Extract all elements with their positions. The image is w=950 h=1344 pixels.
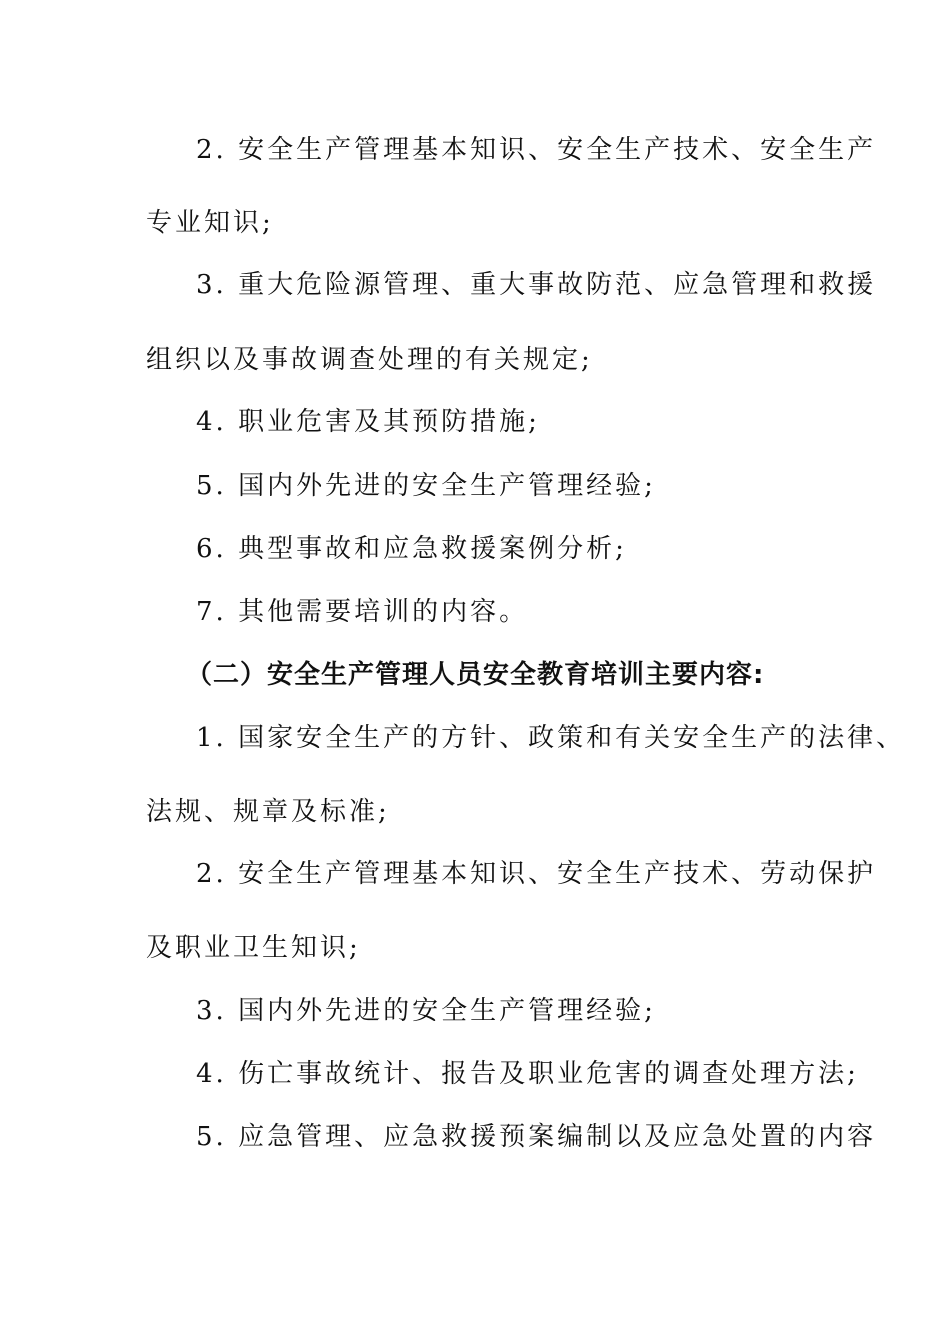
paragraph-line: 法规、规章及标准;	[146, 797, 390, 827]
paragraph-line: 1. 国家安全生产的方针、政策和有关安全生产的法律、	[196, 723, 906, 753]
paragraph-line: 2. 安全生产管理基本知识、安全生产技术、劳动保护	[196, 859, 877, 889]
paragraph-line: 6. 典型事故和应急救援案例分析;	[196, 534, 627, 564]
paragraph-line: 及职业卫生知识;	[146, 933, 361, 963]
paragraph-line: 4. 职业危害及其预防措施;	[196, 407, 540, 437]
paragraph-line: 3. 国内外先进的安全生产管理经验;	[196, 996, 656, 1026]
paragraph-line: 5. 国内外先进的安全生产管理经验;	[196, 471, 656, 501]
paragraph-line: 3. 重大危险源管理、重大事故防范、应急管理和救援	[196, 270, 877, 300]
paragraph-line: 7. 其他需要培训的内容。	[196, 597, 529, 627]
paragraph-line: 5. 应急管理、应急救援预案编制以及应急处置的内容	[196, 1122, 877, 1152]
paragraph-line: 专业知识;	[146, 208, 274, 238]
paragraph-line: 4. 伤亡事故统计、报告及职业危害的调查处理方法;	[196, 1059, 859, 1089]
paragraph-line: 组织以及事故调查处理的有关规定;	[146, 345, 593, 375]
section-heading: （二）安全生产管理人员安全教育培训主要内容:	[186, 660, 765, 690]
paragraph-line: 2. 安全生产管理基本知识、安全生产技术、安全生产	[196, 135, 877, 165]
